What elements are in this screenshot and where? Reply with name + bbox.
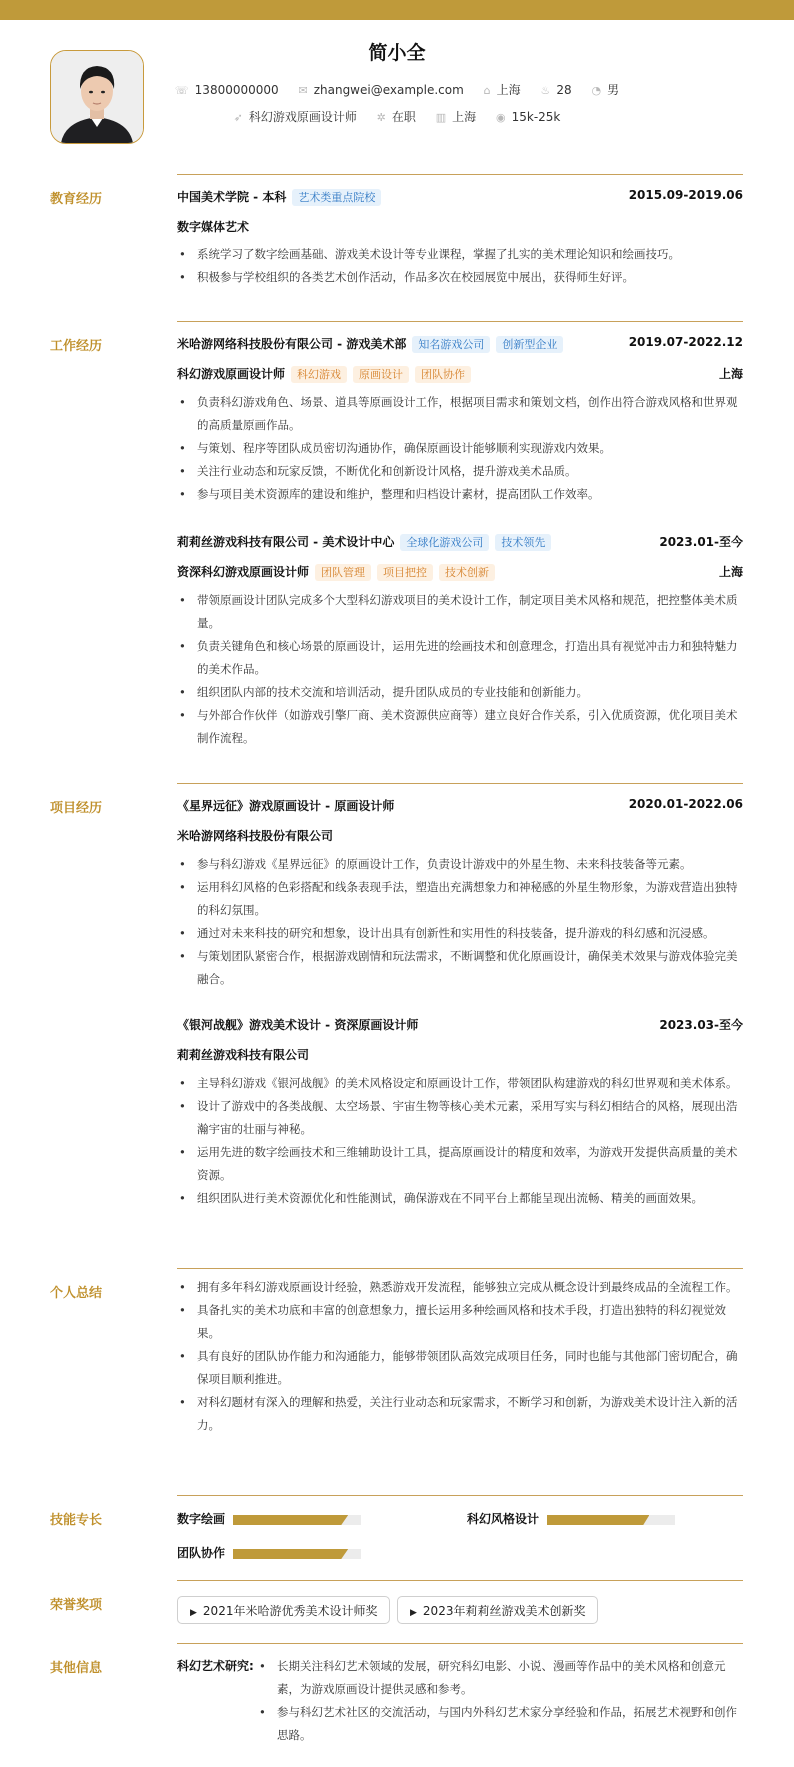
list-item: • 参与科幻游戏《星界远征》的原画设计工作，负责设计游戏中的外星生物、未来科技装备等元素。 xyxy=(177,853,743,876)
company-tag: 知名游戏公司 xyxy=(412,336,490,353)
list-item: • 具有良好的团队协作能力和沟通能力，能够带领团队高效完成项目任务，同时也能与其他部门密切配合，确保项目顺利推进。 xyxy=(177,1345,743,1391)
list-item: • 参与项目美术资源库的建设和维护，整理和归档设计素材，提高团队工作效率。 xyxy=(177,483,743,506)
education-bullets xyxy=(177,243,743,289)
section-title: 项目经历 xyxy=(50,801,103,816)
list-item: • 与外部合作伙伴（如游戏引擎厂商、美术资源供应商等）建立良好合作关系，引入优质资源，优化项目美术制作流程。 xyxy=(177,704,743,750)
award-name: 2021年米哈游优秀美术设计师奖 xyxy=(202,1604,378,1618)
skill-item xyxy=(177,1510,225,1527)
award-name: 2023年莉莉丝游戏美术创新奖 xyxy=(422,1604,586,1618)
section-title: 荣誉奖项 xyxy=(50,1598,103,1613)
list-item: • 负责科幻游戏角色、场景、道具等原画设计工作，根据项目需求和策划文档，创作出符合游戏风格和世界观的高质量原画作品。 xyxy=(177,391,743,437)
work-city: 上海 xyxy=(718,367,743,381)
company-name: 莉莉丝游戏科技有限公司 - 美术设计中心 xyxy=(177,535,395,549)
mail-icon: ✉ xyxy=(298,84,308,97)
skill-item xyxy=(467,1510,539,1527)
work-1-role-row xyxy=(177,365,743,385)
list-item: • 与策划团队紧密合作，根据游戏剧情和玩法需求，不断调整和优化原画设计，确保美术效果与游戏体验完美融合。 xyxy=(177,945,743,991)
age: 28 xyxy=(556,83,572,97)
school-tag: 艺术类重点院校 xyxy=(292,189,381,206)
job-title: 科幻游戏原画设计师 xyxy=(248,110,357,124)
summary-bullets xyxy=(177,1276,743,1437)
list-item: • 通过对未来科技的研究和想象，设计出具有创新性和实用性的科技装备，提升游戏的科幻感和沉浸感。 xyxy=(177,922,743,945)
list-item: • 运用科幻风格的色彩搭配和线条表现手法，塑造出充满想象力和神秘感的外星生物形象，为游戏营造出独特的科幻氛围。 xyxy=(177,876,743,922)
project-1-bullets xyxy=(177,853,743,991)
project-company: 米哈游网络科技股份有限公司 xyxy=(177,829,334,843)
list-item: • 主导科幻游戏《银河战舰》的美术风格设定和原画设计工作，带领团队构建游戏的科幻世界观和美术体系。 xyxy=(177,1072,743,1095)
status-icon: ✲ xyxy=(376,111,386,124)
school-name: 中国美术学院 - 本科 xyxy=(177,190,287,204)
role-title: 科幻游戏原画设计师 xyxy=(177,367,286,381)
education-period: 2015.09-2019.06 xyxy=(628,188,743,202)
skill-bar xyxy=(233,1515,361,1525)
salary-icon: ◉ xyxy=(495,111,506,124)
section-divider xyxy=(177,321,743,322)
list-item: • 长期关注科幻艺术领域的发展，研究科幻电影、小说、漫画等作品中的美术风格和创意元素，为游戏原画设计提供灵感和参考。 xyxy=(257,1655,743,1701)
work-period: 2019.07-2022.12 xyxy=(628,335,743,349)
home-icon: ⌂ xyxy=(483,84,491,97)
education-major-row xyxy=(177,218,743,238)
section-title: 个人总结 xyxy=(50,1286,103,1301)
email: zhangwei@example.com xyxy=(313,83,464,97)
phone: 13800000000 xyxy=(194,83,279,97)
skill-name: 数字绘画 xyxy=(177,1512,226,1526)
list-item: • 负责关键角色和核心场景的原画设计，运用先进的绘画技术和创意理念，打造出具有视觉冲击力和独特魅力的美术作品。 xyxy=(177,635,743,681)
project-2-bullets xyxy=(177,1072,743,1210)
company-tag: 全球化游戏公司 xyxy=(400,534,489,551)
cake-icon: ♨ xyxy=(540,84,551,97)
company-tag: 技术领先 xyxy=(495,534,551,551)
other-bullets xyxy=(257,1655,743,1747)
job-intent-row xyxy=(0,108,794,125)
project-title: 《银河战舰》游戏美术设计 - 资深原画设计师 xyxy=(177,1018,419,1032)
project-1-company-row xyxy=(177,827,743,847)
section-divider xyxy=(177,174,743,175)
project-2-header xyxy=(177,1016,743,1036)
education-header xyxy=(177,188,743,208)
candidate-name: 简小全 xyxy=(368,42,426,64)
section-title: 技能专长 xyxy=(50,1513,103,1528)
role-title: 资深科幻游戏原画设计师 xyxy=(177,565,310,579)
work-2-role-row xyxy=(177,563,743,583)
list-item: • 系统学习了数字绘画基础、游戏美术设计等专业课程，掌握了扎实的美术理论知识和绘画技巧。 xyxy=(177,243,743,266)
skill-item xyxy=(177,1544,225,1561)
section-title: 工作经历 xyxy=(50,339,103,354)
location: 上海 xyxy=(496,83,521,97)
skill-tag: 科幻游戏 xyxy=(291,366,347,383)
play-icon: ▶ xyxy=(190,1608,197,1618)
skill-tag: 团队协作 xyxy=(415,366,471,383)
list-item: • 对科幻题材有深入的理解和热爱，关注行业动态和玩家需求，不断学习和创新，为游戏美术设计注入新的活力。 xyxy=(177,1391,743,1437)
list-item: • 与策划、程序等团队成员密切沟通协作，确保原画设计能够顺利实现游戏内效果。 xyxy=(177,437,743,460)
salary: 15k-25k xyxy=(511,110,561,124)
list-item: • 拥有多年科幻游戏原画设计经验，熟悉游戏开发流程，能够独立完成从概念设计到最终成品的全流程工作。 xyxy=(177,1276,743,1299)
list-item: • 带领原画设计团队完成多个大型科幻游戏项目的美术设计工作，制定项目美术风格和规范，把控整体美术质量。 xyxy=(177,589,743,635)
work-2-header xyxy=(177,533,743,553)
skill-tag: 项目把控 xyxy=(377,564,433,581)
skill-name: 团队协作 xyxy=(177,1546,226,1560)
project-1-header xyxy=(177,797,743,817)
list-item: • 运用先进的数字绘画技术和三维辅助设计工具，提高原画设计的精度和效率，为游戏开发提供高质量的美术资源。 xyxy=(177,1141,743,1187)
building-icon: ▥ xyxy=(435,111,447,124)
major: 数字媒体艺术 xyxy=(177,220,250,234)
skill-tag: 原画设计 xyxy=(353,366,409,383)
section-divider xyxy=(177,1643,743,1644)
skill-bar-fill xyxy=(233,1549,348,1559)
contact-row xyxy=(0,81,794,98)
skill-bar-fill xyxy=(233,1515,348,1525)
project-2-company-row xyxy=(177,1046,743,1066)
list-item: • 积极参与学校组织的各类艺术创作活动，作品多次在校园展览中展出，获得师生好评。 xyxy=(177,266,743,289)
skill-bar xyxy=(233,1549,361,1559)
list-item: • 设计了游戏中的各类战舰、太空场景、宇宙生物等核心美术元素，采用写实与科幻相结合的风格，展现出浩瀚宇宙的壮丽与神秘。 xyxy=(177,1095,743,1141)
top-accent-bar xyxy=(0,0,794,20)
list-item: • 组织团队进行美术资源优化和性能测试，确保游戏在不同平台上都能呈现出流畅、精美的画面效果。 xyxy=(177,1187,743,1210)
work-city: 上海 xyxy=(718,565,743,579)
skill-bar-fill xyxy=(547,1515,649,1525)
project-period: 2020.01-2022.06 xyxy=(628,797,743,811)
section-title: 教育经历 xyxy=(50,192,103,207)
project-title: 《星界远征》游戏原画设计 - 原画设计师 xyxy=(177,799,395,813)
work-1-bullets xyxy=(177,391,743,506)
project-company: 莉莉丝游戏科技有限公司 xyxy=(177,1048,310,1062)
job-city: 上海 xyxy=(452,110,477,124)
section-divider xyxy=(177,1268,743,1269)
award-item xyxy=(177,1596,390,1624)
work-2-bullets xyxy=(177,589,743,750)
list-item: • 关注行业动态和玩家反馈，不断优化和创新设计风格，提升游戏美术品质。 xyxy=(177,460,743,483)
work-period: 2023.01-至今 xyxy=(659,535,743,549)
send-icon: ➶ xyxy=(233,111,243,124)
list-item: • 组织团队内部的技术交流和培训活动，提升团队成员的专业技能和创新能力。 xyxy=(177,681,743,704)
gender: 男 xyxy=(607,83,620,97)
skill-tag: 团队管理 xyxy=(315,564,371,581)
company-tag: 创新型企业 xyxy=(496,336,563,353)
project-period: 2023.03-至今 xyxy=(659,1018,743,1032)
work-1-header xyxy=(177,335,743,355)
section-divider xyxy=(177,1495,743,1496)
skill-name: 科幻风格设计 xyxy=(467,1512,540,1526)
other-label: 科幻艺术研究: xyxy=(177,1659,254,1673)
section-divider xyxy=(177,783,743,784)
gender-icon: ◔ xyxy=(591,84,602,97)
play-icon: ▶ xyxy=(410,1608,417,1618)
skill-bar xyxy=(547,1515,675,1525)
list-item: • 参与科幻艺术社区的交流活动，与国内外科幻艺术家分享经验和作品，拓展艺术视野和创作思路。 xyxy=(257,1701,743,1747)
section-title: 其他信息 xyxy=(50,1661,103,1676)
job-status: 在职 xyxy=(391,110,416,124)
award-item xyxy=(397,1596,598,1624)
skill-tag: 技术创新 xyxy=(439,564,495,581)
company-name: 米哈游网络科技股份有限公司 - 游戏美术部 xyxy=(177,337,407,351)
phone-icon: ☏ xyxy=(174,84,189,97)
section-divider xyxy=(177,1580,743,1581)
list-item: • 具备扎实的美术功底和丰富的创意想象力，擅长运用多种绘画风格和技术手段，打造出独特的科幻视觉效果。 xyxy=(177,1299,743,1345)
